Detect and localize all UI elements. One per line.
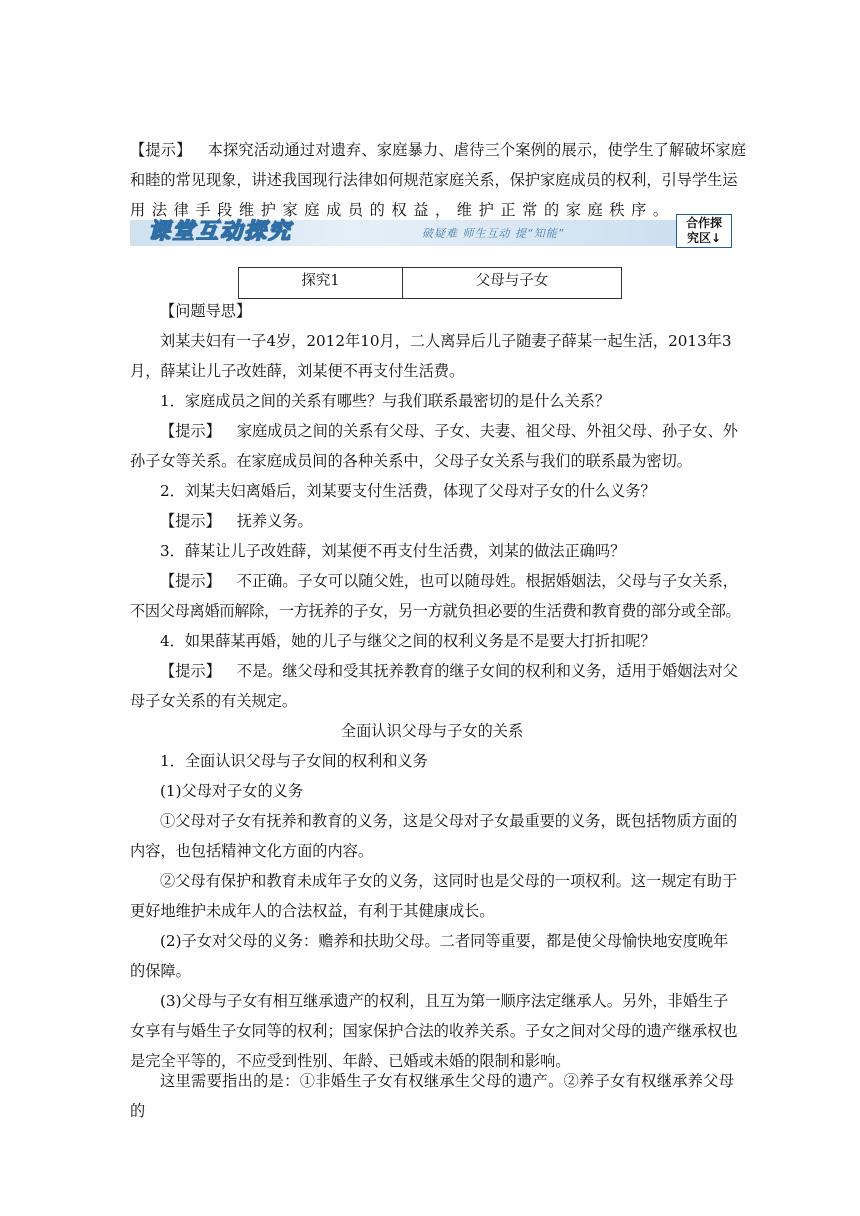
section-point-4 [130, 866, 738, 926]
section-point-5 [130, 926, 734, 986]
section-point-5-line-1: (2)子女对父母的义务：赡养和扶助父母。二者同等重要，都是使父母愉快地安度晚年 [160, 932, 729, 950]
answer-1-line-1: 家庭成员之间的关系有父母、子女、夫妻、祖父母、外祖父母、孙子女、外 [236, 422, 738, 440]
section-point-6 [130, 986, 738, 1076]
topic-label-cell: 探究1 [239, 268, 403, 299]
answer-1-line-2: 孙子女等关系。在家庭成员间的各种关系中，父母子女关系与我们的联系最为密切。 [130, 452, 692, 470]
case-line-2: 月，薛某让儿子改姓薛，刘某便不再支付生活费。 [130, 362, 465, 380]
answer-1-label: 【提示】 [160, 422, 221, 440]
answer-2-text: 抚养义务。 [236, 512, 313, 530]
answer-3-line-1: 不正确。子女可以随父姓，也可以随母姓。根据婚姻法，父母与子女关系， [236, 572, 738, 590]
answer-3 [130, 566, 741, 626]
intro-line-2: 和睦的常见现象，讲述我国现行法律如何规范家庭关系，保护家庭成员的权利，引导学生运 [130, 171, 738, 189]
section-point-4-line-2: 更好地维护未成年人的合法权益，有利于其健康成长。 [130, 902, 495, 920]
cooperative-zone-button[interactable] [676, 214, 732, 248]
intro-line-1: 本探究活动通过对遗弃、家庭暴力、虐待三个案例的展示，使学生了解破坏家庭 [207, 141, 747, 159]
topic-name-cell: 父母与子女 [403, 268, 622, 299]
section-banner [130, 214, 734, 248]
question-3: 3．薛某让儿子改姓薛，刘某便不再支付生活费，刘某的做法正确吗？ [160, 542, 626, 560]
section-point-3-line-1: ①父母对子女有抚养和教育的义务，这是父母对子女最重要的义务，既包括物质方面的 [160, 812, 738, 830]
section-point-4-line-1: ②父母有保护和教育未成年子女的义务，这同时也是父母的一项权利。这一规定有助于 [160, 872, 738, 890]
intro-tip-label: 【提示】 [130, 141, 192, 159]
answer-1 [130, 416, 738, 476]
banner-box-line-2: 究区↓ [686, 231, 722, 245]
intro-line-3: 用法律手段维护家庭成员的权益，维护正常的家庭秩序。 [130, 201, 675, 219]
answer-3-label: 【提示】 [160, 572, 221, 590]
answer-4 [130, 656, 738, 716]
section-point-6-line-1: (3)父母与子女有相互继承遗产的权利，且互为第一顺序法定继承人。另外，非婚生子 [160, 992, 729, 1010]
answer-4-label: 【提示】 [160, 662, 221, 680]
case-paragraph [130, 326, 734, 386]
topic-table [238, 267, 622, 299]
section-point-2: (1)父母对子女的义务 [160, 782, 304, 800]
banner-subtitle: 破疑难 师生互动 提“知能” [422, 227, 565, 240]
section-point-6-line-2: 女享有与婚生子女同等的权利；国家保护合法的收养关系。子女之间对父母的遗产继承权也 [130, 1022, 738, 1040]
guide-heading: 【问题导思】 [160, 302, 252, 320]
section-point-6-line-3: 是完全平等的，不应受到性别、年龄、已婚或未婚的限制和影响。 [130, 1052, 571, 1070]
section-point-5-line-2: 的保障。 [130, 962, 191, 980]
intro-paragraph [130, 135, 747, 225]
banner-title: 课堂互动探究 [148, 219, 293, 244]
answer-4-line-1: 不是。继父母和受其抚养教育的继子女间的权利和义务，适用于婚姻法对父 [236, 662, 738, 680]
section-point-7: 这里需要指出的是：①非婚生子女有权继承生父母的遗产。②养子女有权继承养父母的 [130, 1072, 734, 1120]
answer-3-line-2: 不因父母离婚而解除，一方抚养的子女，另一方就负担必要的生活费和教育费的部分或全部。 [130, 602, 741, 620]
section-title: 全面认识父母与子女的关系 [340, 722, 524, 740]
answer-4-line-2: 母子女关系的有关规定。 [130, 692, 298, 710]
section-point-3 [130, 806, 738, 866]
banner-box-line-1: 合作探 [685, 216, 722, 230]
question-1: 1．家庭成员之间的关系有哪些？与我们联系最密切的是什么关系？ [160, 392, 611, 410]
question-2: 2．刘某夫妇离婚后，刘某要支付生活费，体现了父母对子女的什么义务？ [160, 482, 656, 500]
answer-2 [130, 506, 734, 536]
answer-2-label: 【提示】 [160, 512, 221, 530]
section-point-3-line-2: 内容，也包括精神文化方面的内容。 [130, 842, 373, 860]
section-point-1: 1．全面认识父母与子女间的权利和义务 [160, 752, 428, 770]
case-line-1: 刘某夫妇有一子4岁，2012年10月，二人离异后儿子随妻子薛某一起生活，2013年3 [160, 332, 732, 350]
question-4: 4．如果薛某再婚，她的儿子与继父之间的权利义务是不是要大打折扣呢？ [160, 632, 656, 650]
